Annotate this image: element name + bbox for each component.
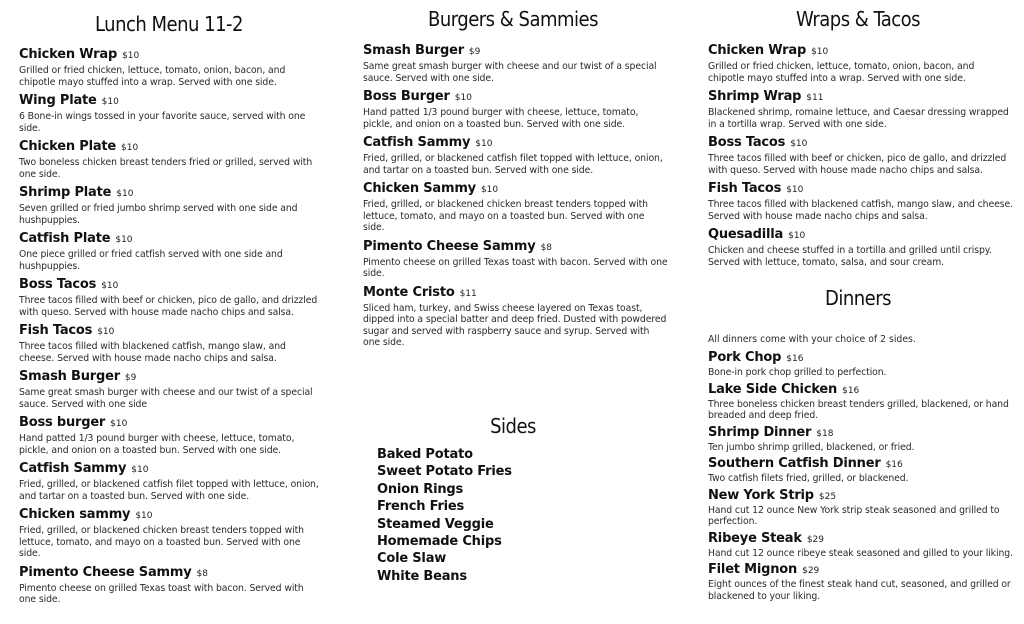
menu-item-price: $29 bbox=[802, 566, 820, 576]
menu-item bbox=[708, 486, 1013, 528]
menu-item-description: Hand cut 12 ounce ribeye steak seasoned and gilled to your liking. bbox=[708, 547, 1013, 559]
menu-item-header bbox=[19, 90, 319, 111]
wraps-title: Wraps & Tacos bbox=[795, 7, 921, 31]
menu-item-price: $10 bbox=[121, 143, 139, 153]
menu-item-description: Three boneless chicken breast tenders grilled, blackened, or hand breaded and deep fried. bbox=[708, 398, 1009, 421]
menu-item-name: Quesadilla bbox=[708, 227, 784, 242]
menu-item-description: Fried, grilled, or blackened chicken breast tenders topped with lettuce, tomato, and mayo on a toasted bun. Served with one side. bbox=[19, 525, 304, 559]
menu-item bbox=[19, 182, 319, 226]
menu-item bbox=[363, 132, 668, 176]
menu-item-description: Ten jumbo shrimp grilled, blackened, or fried. bbox=[708, 441, 915, 453]
menu-item-description: One piece grilled or fried catfish served with one side and hushpuppies. bbox=[19, 249, 283, 272]
menu-item-price: $10 bbox=[790, 139, 808, 149]
menu-item-description: Hand cut 12 ounce New York strip steak seasoned and grilled to perfection. bbox=[708, 504, 1000, 527]
menu-item-header bbox=[19, 182, 319, 203]
menu-item bbox=[708, 40, 1013, 84]
menu-item-price: $11 bbox=[459, 288, 477, 299]
menu-item-name: Chicken Wrap bbox=[19, 47, 118, 62]
side-item: Onion Rings bbox=[377, 481, 464, 497]
dinners-title: Dinners bbox=[824, 286, 891, 310]
menu-item-header bbox=[708, 86, 1013, 107]
menu-item-price: $10 bbox=[110, 419, 128, 429]
menu-item-name: Boss burger bbox=[19, 415, 106, 430]
menu-item bbox=[708, 560, 1013, 602]
menu-item-name: Boss Tacos bbox=[19, 277, 97, 292]
lunch-items bbox=[19, 44, 319, 608]
dinners-items bbox=[708, 348, 1013, 603]
side-item: French Fries bbox=[377, 499, 465, 515]
menu-item-name: Lake Side Chicken bbox=[708, 381, 838, 397]
menu-item-description: Chicken and cheese stuffed in a tortilla and grilled until crispy. Served with lettuce, tomato, salsa, and sour cream. bbox=[708, 245, 992, 268]
menu-item-header bbox=[19, 228, 319, 249]
menu-item-price: $16 bbox=[842, 385, 860, 396]
menu-item-name: Chicken Sammy bbox=[363, 181, 476, 196]
side-item: Cole Slaw bbox=[377, 551, 447, 567]
menu-item-description: Hand patted 1/3 pound burger with cheese, lettuce, tomato, pickle, and onion on a toasted bun. Served with one side. bbox=[363, 107, 639, 130]
menu-item bbox=[708, 86, 1013, 130]
menu-item bbox=[19, 44, 319, 88]
menu-item-name: Wing Plate bbox=[19, 93, 97, 108]
menu-item-description: Same great smash burger with cheese and our twist of a special sauce. Served with one side bbox=[19, 387, 313, 410]
menu-item-name: Chicken Plate bbox=[19, 139, 117, 154]
menu-item-name: Smash Burger bbox=[363, 43, 464, 58]
burgers-title: Burgers & Sammies bbox=[428, 7, 598, 31]
menu-item bbox=[19, 228, 319, 272]
menu-item-price: $29 bbox=[806, 534, 825, 545]
menu-item-name: Catfish Sammy bbox=[363, 135, 471, 150]
menu-item-description: Pimento cheese on grilled Texas toast with bacon. Served with one side. bbox=[363, 256, 668, 279]
menu-item bbox=[19, 562, 319, 606]
menu-item bbox=[708, 529, 1013, 560]
menu-item-header bbox=[19, 458, 319, 479]
menu-item-price: $10 bbox=[115, 235, 133, 245]
menu-item-header bbox=[708, 529, 1013, 548]
menu-item-name: Monte Cristo bbox=[363, 284, 455, 300]
menu-item bbox=[363, 282, 668, 349]
menu-item-description: Same great smash burger with cheese and our twist of a special sauce. Served with one side. bbox=[363, 61, 657, 84]
menu-item bbox=[363, 236, 668, 280]
menu-item-description: Sliced ham, turkey, and Swiss cheese layered on Texas toast, dipped into a special batter and deep fried. Dusted with powdered sugar and served with raspberry sauce and syrup. Served with one side. bbox=[363, 302, 667, 348]
menu-item-name: Ribeye Steak bbox=[708, 530, 802, 546]
menu-item-name: Boss Burger bbox=[363, 89, 450, 104]
menu-item-description: Grilled or fried chicken, lettuce, tomato, onion, bacon, and chipotle mayo stuffed into a wrap. Served with one side. bbox=[708, 61, 975, 84]
menu-item bbox=[708, 348, 1013, 379]
menu-item bbox=[363, 178, 668, 234]
menu-item-description: Three tacos filled with blackened catfish, mango slaw, and cheese. Served with house made nacho chips and salsa. bbox=[19, 341, 286, 364]
menu-item bbox=[19, 504, 319, 560]
dinners-note: All dinners come with your choice of 2 sides. bbox=[708, 334, 916, 345]
menu-item-header bbox=[708, 224, 1013, 245]
menu-item-header bbox=[708, 178, 1013, 199]
menu-item-price: $10 bbox=[101, 281, 119, 291]
menu-item-price: $10 bbox=[788, 231, 806, 241]
side-item: Steamed Veggie bbox=[377, 516, 494, 532]
menu-item-header bbox=[363, 132, 668, 153]
menu-item-name: Pork Chop bbox=[708, 350, 782, 365]
menu-item bbox=[19, 412, 319, 456]
menu-item-header bbox=[363, 282, 668, 303]
menu-item-name: Shrimp Wrap bbox=[708, 89, 802, 104]
menu-item-description: Eight ounces of the finest steak hand cut, seasoned, and grilled or blackened to your liking. bbox=[708, 579, 1011, 602]
menu-item-price: $10 bbox=[97, 327, 115, 337]
menu-item-price: $10 bbox=[116, 189, 134, 199]
menu-item-description: Grilled or fried chicken, lettuce, tomato, onion, bacon, and chipotle mayo stuffed into a wrap. Served with one side. bbox=[19, 65, 286, 88]
menu-item-description: Hand patted 1/3 pound burger with cheese, lettuce, tomato, pickle, and onion on a toasted bun. Served with one side. bbox=[19, 433, 295, 456]
menu-item-description: Fried, grilled, or blackened catfish filet topped with lettuce, onion, and tartar on a toasted bun. Served with one side. bbox=[19, 479, 319, 502]
menu-item bbox=[708, 380, 1013, 422]
menu-item-description: 6 Bone-in wings tossed in your favorite sauce, served with one side. bbox=[19, 111, 306, 134]
menu-item-price: $11 bbox=[806, 93, 824, 103]
menu-item-header bbox=[708, 454, 1013, 473]
menu-item-name: Chicken Wrap bbox=[708, 43, 807, 58]
sides-list bbox=[377, 446, 512, 585]
menu-item bbox=[19, 136, 319, 180]
menu-item-header bbox=[708, 348, 1013, 367]
menu-item-header bbox=[708, 423, 1013, 442]
lunch-menu-title: Lunch Menu 11-2 bbox=[95, 12, 243, 36]
menu-item bbox=[708, 132, 1013, 176]
menu-item-price: $10 bbox=[454, 93, 472, 103]
side-item: Homemade Chips bbox=[377, 534, 502, 550]
menu-item bbox=[363, 40, 668, 84]
menu-item-description: Three tacos filled with beef or chicken, pico de gallo, and drizzled with queso. Served with house made nacho chips and salsa. bbox=[708, 153, 1007, 176]
menu-item-price: $25 bbox=[818, 491, 837, 502]
side-item: White Beans bbox=[377, 568, 467, 584]
menu-item-price: $10 bbox=[786, 185, 804, 195]
menu-item-name: Boss Tacos bbox=[708, 135, 786, 150]
menu-item-price: $16 bbox=[885, 460, 903, 470]
menu-item-price: $16 bbox=[786, 354, 804, 364]
menu-item bbox=[363, 86, 668, 130]
menu-item-name: Shrimp Plate bbox=[19, 185, 112, 200]
menu-item-description: Two catfish filets fried, grilled, or blackened. bbox=[708, 473, 909, 484]
menu-item-name: Smash Burger bbox=[19, 369, 120, 384]
menu-item-header bbox=[19, 44, 319, 65]
menu-item-header bbox=[19, 504, 319, 525]
menu-item-description: Seven grilled or fried jumbo shrimp served with one side and hushpuppies. bbox=[19, 203, 298, 226]
menu-item-header bbox=[363, 86, 668, 107]
menu-item-header bbox=[19, 136, 319, 157]
menu-item-price: $10 bbox=[480, 185, 499, 195]
menu-item-header bbox=[363, 178, 668, 199]
menu-item-price: $9 bbox=[124, 373, 137, 383]
menu-item-name: Fish Tacos bbox=[708, 181, 782, 196]
menu-item-header bbox=[708, 132, 1013, 153]
wraps-items bbox=[708, 40, 1013, 270]
menu-item-price: $10 bbox=[811, 47, 829, 57]
menu-item bbox=[19, 90, 319, 134]
menu-item-description: Two boneless chicken breast tenders fried or grilled, served with one side. bbox=[19, 157, 313, 180]
menu-item-header bbox=[19, 412, 319, 433]
side-item: Sweet Potato Fries bbox=[377, 464, 512, 480]
menu-item-name: New York Strip bbox=[708, 487, 814, 503]
menu-item bbox=[708, 224, 1013, 268]
menu-item-price: $10 bbox=[101, 97, 119, 107]
menu-item-header bbox=[708, 560, 1013, 579]
menu-item-header bbox=[708, 486, 1013, 505]
menu-item-name: Filet Mignon bbox=[708, 562, 798, 577]
menu-item bbox=[19, 458, 319, 502]
menu-item-header bbox=[708, 380, 1013, 399]
menu-item-price: $18 bbox=[816, 428, 834, 439]
menu-item-description: Fried, grilled, or blackened chicken breast tenders topped with lettuce, tomato, and mayo on a toasted bun. Served with one side. bbox=[363, 199, 648, 233]
menu-item-price: $8 bbox=[540, 242, 552, 253]
menu-item-description: Blackened shrimp, romaine lettuce, and Caesar dressing wrapped in a tortilla wrap. Served with one side. bbox=[708, 107, 1009, 130]
menu-item-price: $10 bbox=[475, 139, 493, 149]
menu-item bbox=[708, 454, 1013, 485]
menu-item-name: Fish Tacos bbox=[19, 323, 93, 338]
menu-item-header bbox=[363, 40, 668, 61]
menu-item-price: $10 bbox=[135, 511, 153, 521]
menu-item-name: Catfish Sammy bbox=[19, 461, 127, 476]
menu-item-name: Catfish Plate bbox=[19, 231, 111, 246]
burgers-items bbox=[363, 40, 668, 351]
menu-item-header bbox=[19, 562, 319, 583]
menu-item-description: Three tacos filled with blackened catfish, mango slaw, and cheese. Served with house made nacho chips and salsa. bbox=[708, 199, 1013, 222]
menu-item-price: $8 bbox=[196, 568, 208, 579]
menu-item-header bbox=[708, 40, 1013, 61]
menu-item-description: Pimento cheese on grilled Texas toast with bacon. Served with one side. bbox=[19, 582, 304, 605]
menu-item-header bbox=[19, 366, 319, 387]
menu-item-description: Fried, grilled, or blackened catfish filet topped with lettuce, onion, and tartar on a toasted bun. Served with one side. bbox=[363, 153, 663, 176]
menu-item-description: Bone-in pork chop grilled to perfection. bbox=[708, 367, 887, 378]
menu-item-price: $10 bbox=[122, 51, 140, 61]
menu-item-name: Shrimp Dinner bbox=[708, 424, 812, 440]
sides-title: Sides bbox=[490, 414, 536, 438]
menu-item-price: $9 bbox=[468, 47, 481, 57]
menu-item bbox=[708, 423, 1013, 454]
menu-item bbox=[19, 274, 319, 318]
menu-item-name: Pimento Cheese Sammy bbox=[363, 238, 536, 254]
menu-item bbox=[19, 366, 319, 410]
menu-item-description: Three tacos filled with beef or chicken, pico de gallo, and drizzled with queso. Served with house made nacho chips and salsa. bbox=[19, 295, 318, 318]
menu-item-name: Chicken sammy bbox=[19, 507, 131, 522]
menu-item-name: Southern Catfish Dinner bbox=[708, 456, 881, 471]
menu-item-name: Pimento Cheese Sammy bbox=[19, 564, 192, 580]
menu-item-header bbox=[19, 320, 319, 341]
menu-item bbox=[708, 178, 1013, 222]
side-item: Baked Potato bbox=[377, 447, 473, 462]
menu-item-header bbox=[363, 236, 668, 257]
menu-item-header bbox=[19, 274, 319, 295]
menu-item-price: $10 bbox=[131, 465, 149, 475]
menu-item bbox=[19, 320, 319, 364]
